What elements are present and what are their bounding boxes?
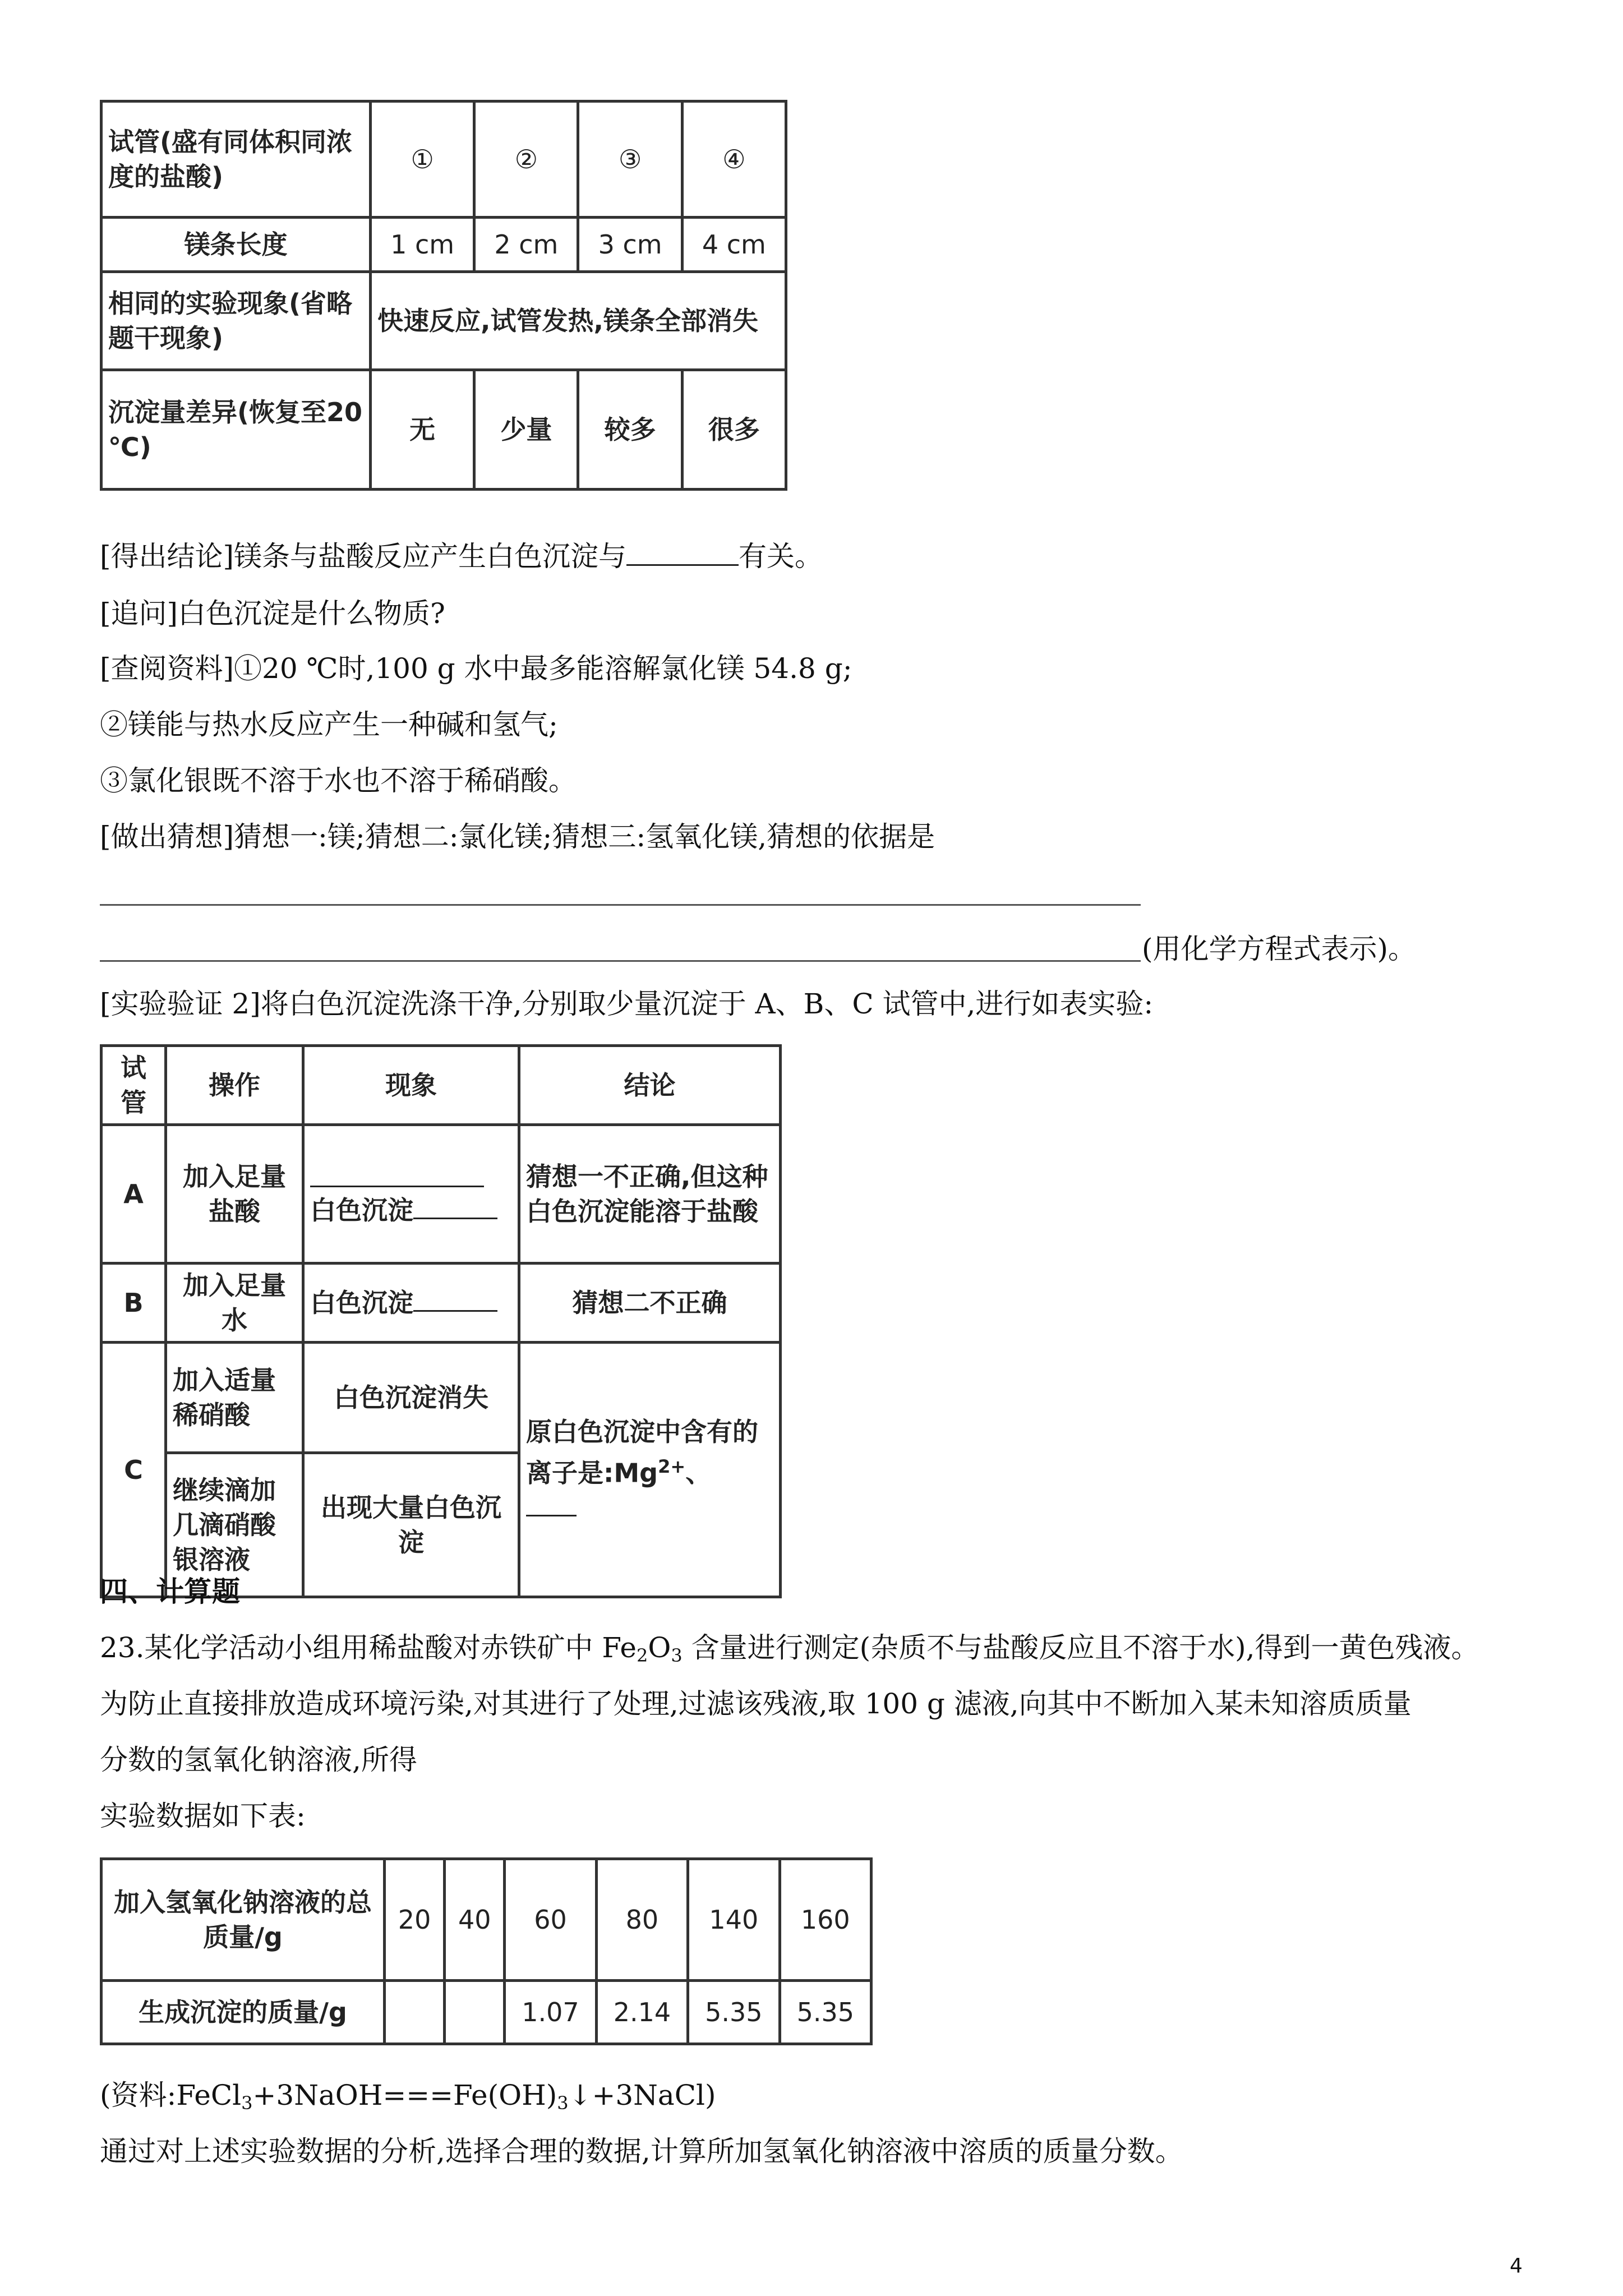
question-text: 23.某化学活动小组用稀盐酸对赤铁矿中 Fe: [100, 1631, 637, 1664]
table-row: [102, 272, 786, 370]
table-cell: 猜想一不正确,但这种白色沉淀能溶于盐酸: [519, 1125, 781, 1264]
subscript: 2: [636, 1645, 648, 1666]
table-cell: 加入足量盐酸: [166, 1125, 303, 1264]
table-row: [102, 1343, 781, 1453]
table-cell: 140: [688, 1859, 780, 1981]
answer-blank: [310, 1161, 484, 1187]
experiment-table: [100, 1044, 782, 1598]
table-cell: 结论: [519, 1046, 781, 1125]
data-table: [100, 1857, 873, 2045]
info-line-2: ②镁能与热水反应产生一种碱和氢气;: [100, 708, 558, 741]
table-cell: ②: [474, 102, 578, 218]
table-row: [102, 370, 786, 490]
table-cell: ③: [578, 102, 682, 218]
magnesium-length-table: [100, 100, 787, 491]
table-cell: 继续滴加几滴硝酸银溶液: [166, 1453, 303, 1597]
question-text: 含量进行测定(杂质不与盐酸反应且不溶于水),得到一黄色残液。: [682, 1631, 1479, 1664]
table-cell: 现象: [303, 1046, 519, 1125]
table-row: [102, 102, 786, 218]
subscript: 3: [241, 2092, 253, 2114]
table-cell: [445, 1981, 505, 2044]
table-cell: 加入足量水: [166, 1264, 303, 1343]
table-cell: [385, 1981, 445, 2044]
table-cell: 加入适量稀硝酸: [166, 1343, 303, 1453]
table-cell: 5.35: [688, 1981, 780, 2044]
table-cell: B: [102, 1264, 166, 1343]
section-heading: 四、计算题: [100, 1575, 240, 1608]
info-line-3: ③氯化银既不溶于水也不溶于稀硝酸。: [100, 764, 577, 797]
info-line-1: [查阅资料]①20 ℃时,100 g 水中最多能溶解氯化镁 54.8 g;: [100, 652, 852, 685]
table-cell: 160: [780, 1859, 871, 1981]
table-cell: 快速反应,试管发热,镁条全部消失: [371, 272, 786, 370]
table-row: [102, 1264, 781, 1343]
table-cell: 较多: [578, 370, 682, 490]
answer-blank: [626, 540, 739, 566]
phenomenon-text: 白色沉淀: [310, 1288, 413, 1318]
table-row: [102, 1859, 872, 1981]
table-cell: 60: [505, 1859, 596, 1981]
table-cell: 试管: [102, 1046, 166, 1125]
table-cell: 20: [385, 1859, 445, 1981]
question-23-line-2: 为防止直接排放造成环境污染,对其进行了处理,过滤该残液,取 100 g 滤液,向其中不断加入某未知溶质质量: [100, 1688, 1412, 1720]
table-cell: 3 cm: [578, 218, 682, 272]
table-cell: 少量: [474, 370, 578, 490]
equation-note: (用化学方程式表示)。: [1142, 933, 1417, 965]
table-cell: 镁条长度: [102, 218, 371, 272]
final-question: 通过对上述实验数据的分析,选择合理的数据,计算所加氢氧化钠溶液中溶质的质量分数。: [100, 2135, 1183, 2168]
conclusion-suffix: 、: [685, 1458, 712, 1488]
note-text: (资料:FeCl: [100, 2079, 242, 2111]
answer-line: [100, 904, 1141, 906]
verify-line: [实验验证 2]将白色沉淀洗涤干净,分别取少量沉淀于 A、B、C 试管中,进行如表实验:: [100, 988, 1154, 1020]
table-cell: 试管(盛有同体积同浓度的盐酸): [102, 102, 371, 218]
table-row: [102, 1125, 781, 1264]
table-row: [102, 218, 786, 272]
table-cell: 1.07: [505, 1981, 596, 2044]
superscript: 2+: [658, 1455, 686, 1477]
table-cell: ①: [371, 102, 474, 218]
table-cell: 沉淀量差异(恢复至20 ℃): [102, 370, 371, 490]
table-cell: 猜想二不正确: [519, 1264, 781, 1343]
table-cell: 4 cm: [682, 218, 786, 272]
table-cell: 出现大量白色沉淀: [303, 1453, 519, 1597]
table-cell: [519, 1343, 781, 1597]
answer-blank: [413, 1193, 497, 1219]
page-number: 4: [1510, 2254, 1523, 2277]
answer-line: [100, 960, 1141, 962]
table-cell: C: [102, 1343, 166, 1597]
answer-blank: [526, 1490, 577, 1516]
table-cell: 生成沉淀的质量/g: [102, 1981, 385, 2044]
table-cell: 相同的实验现象(省略题干现象): [102, 272, 371, 370]
table-cell: 5.35: [780, 1981, 871, 2044]
table-cell: ④: [682, 102, 786, 218]
subscript: 3: [557, 2092, 569, 2114]
table-cell: 白色沉淀消失: [303, 1343, 519, 1453]
table-cell: 40: [445, 1859, 505, 1981]
note-text: +3NaOH===Fe(OH): [252, 2079, 557, 2111]
note-text: ↓+3NaCl): [568, 2079, 716, 2111]
conclusion-text: [得出结论]镁条与盐酸反应产生白色沉淀与: [100, 540, 627, 573]
table-cell: A: [102, 1125, 166, 1264]
table-cell: 操作: [166, 1046, 303, 1125]
conclusion-text: 原白色沉淀中含有的离子是:Mg: [526, 1416, 758, 1488]
table-cell: [303, 1125, 519, 1264]
formula-text: O: [648, 1631, 671, 1664]
question-23-line-3: 分数的氢氧化钠溶液,所得: [100, 1744, 417, 1776]
conclusion-line: [100, 540, 823, 573]
table-row: [102, 1046, 781, 1125]
table-cell: 加入氢氧化钠溶液的总质量/g: [102, 1859, 385, 1981]
table-cell: 2.14: [596, 1981, 688, 2044]
table-row: [102, 1981, 872, 2044]
table-cell: 2 cm: [474, 218, 578, 272]
table-cell: 很多: [682, 370, 786, 490]
question-line: [追问]白色沉淀是什么物质?: [100, 597, 445, 630]
table-cell: 无: [371, 370, 474, 490]
subscript: 3: [671, 1645, 683, 1666]
conclusion-suffix: 有关。: [739, 540, 823, 573]
table-cell: 80: [596, 1859, 688, 1981]
guess-line: [做出猜想]猜想一:镁;猜想二:氯化镁;猜想三:氢氧化镁,猜想的依据是: [100, 820, 935, 853]
reference-note: [100, 2078, 716, 2120]
answer-blank: [413, 1285, 497, 1312]
question-23-line-4: 实验数据如下表:: [100, 1800, 306, 1832]
phenomenon-text: 白色沉淀: [310, 1195, 413, 1225]
question-23-line-1: [100, 1631, 1479, 1672]
table-cell: 1 cm: [371, 218, 474, 272]
table-cell: [303, 1264, 519, 1343]
